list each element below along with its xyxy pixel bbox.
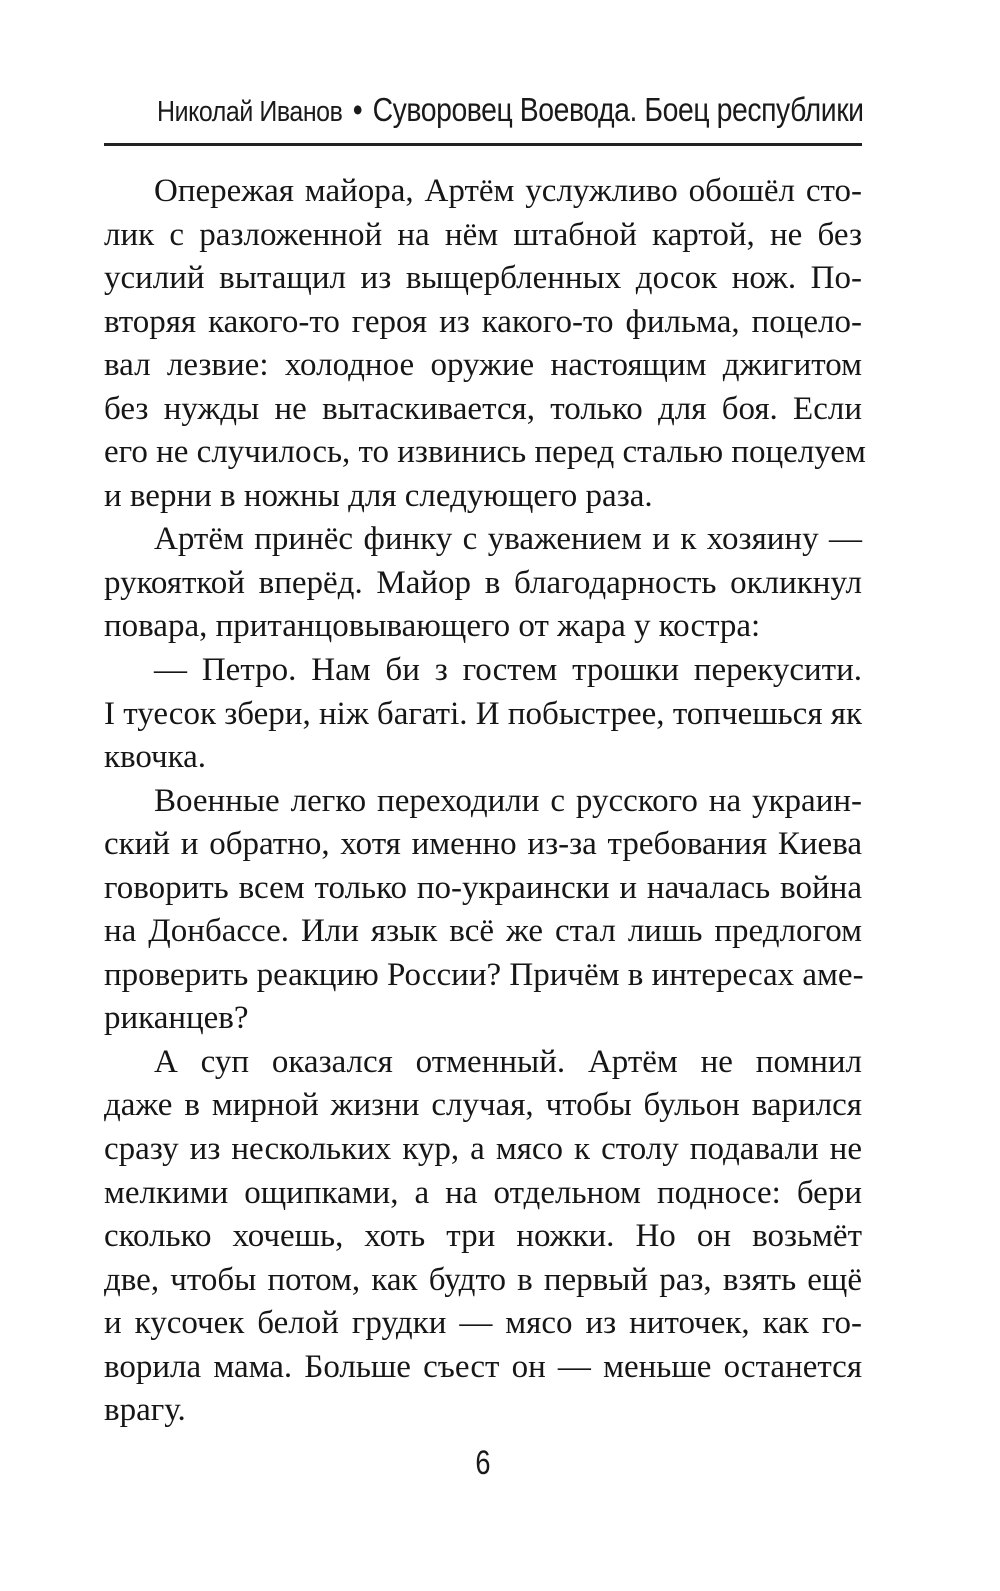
text-line: даже в мирной жизни случая, чтобы бульон варился xyxy=(104,1087,862,1124)
text-line: мелкими ощипками, а на отдельном подносе: бери xyxy=(104,1174,862,1211)
text-line: ский и обратно, хотя именно из-за требования Киева xyxy=(104,826,862,863)
text-line: проверить реакцию России? Причём в интересах аме- xyxy=(104,956,864,993)
text-line: без нужды не вытаскивается, только для боя. Если xyxy=(104,390,862,427)
text-line: рукояткой вперёд. Майор в благодарность окликнул xyxy=(104,564,862,601)
text-line: Опережая майора, Артём услужливо обошёл сто- xyxy=(154,173,862,209)
text-line: врагу. xyxy=(104,1392,186,1429)
header-rule xyxy=(104,143,862,146)
text-line: повара, пританцовывающего от жара у костра: xyxy=(104,608,761,645)
paragraph-3 xyxy=(104,649,862,780)
text-line: риканцев? xyxy=(104,1000,249,1037)
page-number: 6 xyxy=(475,1444,491,1482)
text-line: — Петро. Нам би з гостем трошки перекусити. xyxy=(154,652,862,689)
paragraph-4 xyxy=(104,780,862,1041)
paragraph-2 xyxy=(104,518,862,649)
text-line: Артём принёс финку с уважением и к хозяину — xyxy=(154,521,862,558)
header-author: Николай Иванов xyxy=(157,96,343,128)
paragraph-5 xyxy=(104,1041,862,1433)
text-line: І туесок збери, ніж багаті. И побыстрее, топчешься як xyxy=(104,695,862,732)
text-line: его не случилось, то извинись перед сталью поцелуем xyxy=(104,434,866,471)
text-line: на Донбассе. Или язык всё же стал лишь предлогом xyxy=(104,913,862,950)
text-line: и верни в ножны для следующего раза. xyxy=(104,477,653,514)
text-line: Военные легко переходили с русского на украин- xyxy=(154,782,862,819)
text-line: говорить всем только по-украински и началась война xyxy=(104,869,862,906)
running-head xyxy=(157,86,864,134)
text-line: и кусочек белой грудки — мясо из ниточек, как го- xyxy=(104,1305,862,1342)
text-line: ворила мама. Больше съест он — меньше останется xyxy=(104,1348,862,1385)
text-line: квочка. xyxy=(104,739,207,776)
header-separator: • xyxy=(352,91,363,128)
text-line: вторяя какого-то героя из какого-то фильма, поцело- xyxy=(104,303,862,340)
text-line: усилий вытащил из выщербленных досок нож. По- xyxy=(104,260,862,297)
text-line: две, чтобы потом, как будто в первый раз, взять ещё xyxy=(104,1261,862,1298)
text-line: сколько хочешь, хоть три ножки. Но он возьмёт xyxy=(104,1218,862,1255)
page-body xyxy=(104,170,866,1433)
text-line: А суп оказался отменный. Артём не помнил xyxy=(154,1043,862,1080)
text-line: сразу из нескольких кур, а мясо к столу подавали не xyxy=(104,1131,862,1168)
paragraph-1 xyxy=(104,170,866,518)
text-line: вал лезвие: холодное оружие настоящим джигитом xyxy=(104,347,862,384)
text-line: лик с разложенной на нём штабной картой, не без xyxy=(104,216,862,253)
header-book-title: Суворовец Воевода. Боец республики xyxy=(372,91,864,128)
